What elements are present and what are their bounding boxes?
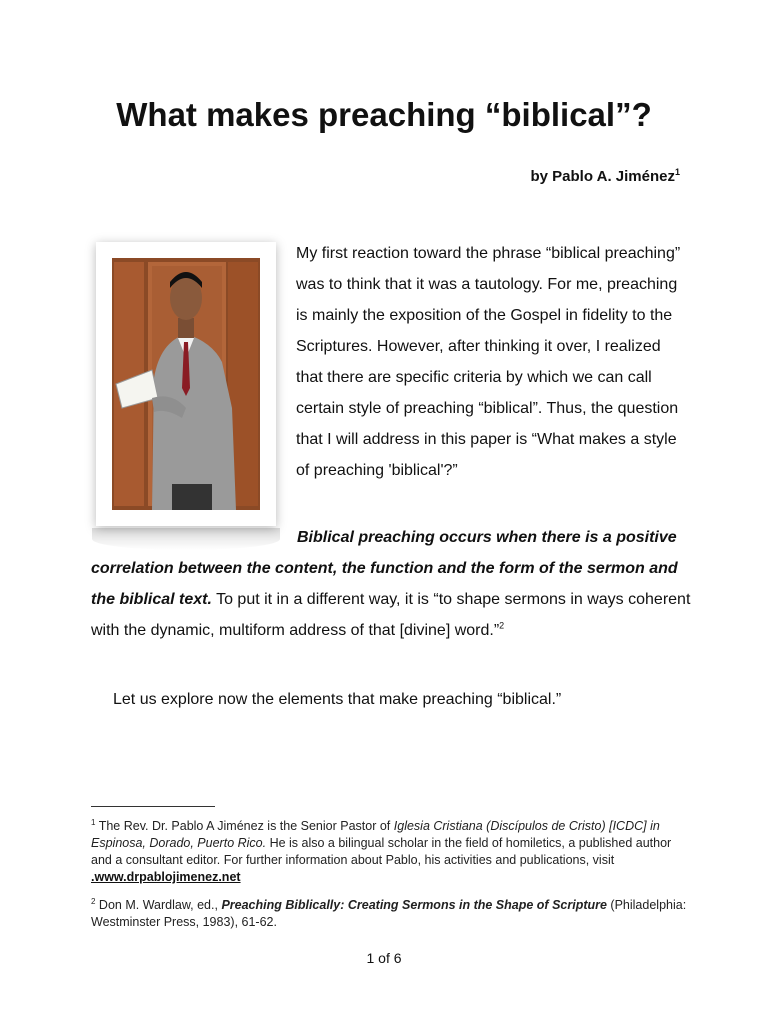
footnote-1-text-b: He is also a bilingual scholar in the field of homiletics, a published author and a consultant editor. For further information about Pablo, his activities and publications, visit <box>91 836 672 867</box>
footnote-ref-1[interactable]: 1 <box>674 167 680 177</box>
thesis-emphasis: Biblical preaching occurs when there is a positive correlation between the content, the function and the form of the sermon and the biblical text. <box>91 529 678 608</box>
footnote-1 <box>91 818 691 886</box>
byline <box>530 168 680 185</box>
intro-paragraph: My first reaction toward the phrase “biblical preaching” was to think that it was a tautology. For me, preaching is mainly the exposition of the Gospel in fidelity to the Scriptures. However, after thinking it over, I realized that there are specific criteria by which we can call certain style of preaching “biblical”. Thus, the question that I will address in this paper is “What makes a style of preaching 'biblical'?” <box>296 245 681 479</box>
footnote-2-text-b: (Philadelphia: Westminster Press, 1983), 61-62. <box>91 898 687 929</box>
byline-author: by Pablo A. Jiménez <box>530 168 675 185</box>
footnote-2-marker: 2 <box>91 896 96 906</box>
page-number: 1 of 6 <box>366 950 402 966</box>
author-website-link[interactable]: .www.drpablojimenez.net <box>91 870 241 884</box>
footnote-2 <box>91 897 691 931</box>
footnote-1-text-a: The Rev. Dr. Pablo A Jiménez is the Senior Pastor of <box>95 819 394 833</box>
footnote-1-church: Iglesia Cristiana (Discípulos de Cristo) [ICDC] in Espinosa, Dorado, Puerto Rico. <box>91 819 660 850</box>
footnote-ref-2[interactable]: 2 <box>499 620 505 631</box>
footnote-divider <box>91 806 215 807</box>
thesis-rest: To put it in a different way, it is “to shape sermons in ways coherent with the dynamic, multiform address of that [divine] word.” <box>91 591 691 639</box>
thesis-paragraph <box>91 522 691 646</box>
footnote-2-text-a: Don M. Wardlaw, ed., <box>95 898 222 912</box>
document-title: What makes preaching “biblical”? <box>116 96 652 133</box>
footnote-2-book-title: Preaching Biblically: Creating Sermons in the Shape of Scripture <box>221 898 607 912</box>
author-photo-frame <box>96 242 276 526</box>
explore-paragraph: Let us explore now the elements that make preaching “biblical.” <box>113 691 562 708</box>
author-photo-icon <box>112 258 260 510</box>
footnote-1-marker: 1 <box>91 817 96 827</box>
